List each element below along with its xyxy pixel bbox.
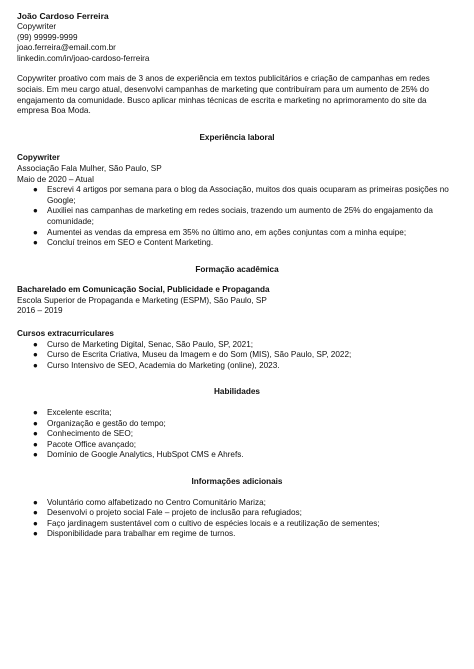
list-item-text: Organização e gestão do tempo; [47,418,166,428]
list-item-text: Auxiliei nas campanhas de marketing em redes sociais, trazendo um aumento de 25% do engajamento da comunidade; [47,206,433,226]
experience-section [17,133,457,249]
skills-section [17,387,457,461]
list-item-text: Desenvolvi o projeto social Fale – projeto de inclusão para refugiados; [47,508,302,518]
experience-heading: Experiência laboral [199,132,275,142]
list-item-text: Conhecimento de SEO; [47,429,134,439]
list-item-text: Excelente escrita; [47,408,112,418]
bullet-icon: ● [33,185,38,195]
bullet-icon: ● [33,518,38,528]
candidate-phone: (99) 99999-9999 [17,32,78,42]
list-item [17,350,457,361]
candidate-role: Copywriter [17,22,57,31]
courses-list [17,340,457,372]
bullet-icon: ● [33,360,38,370]
bullet-icon: ● [33,439,38,449]
list-item [17,519,457,530]
bullet-icon: ● [33,429,38,439]
bullet-icon: ● [33,497,38,507]
bullet-icon: ● [33,450,38,460]
list-item-text: Curso de Marketing Digital, Senac, São Paulo, SP, 2021; [47,339,254,349]
candidate-email: joao.ferreira@email.com.br [17,43,116,53]
list-item [17,419,457,430]
list-item-text: Concluí treinos em SEO e Content Marketing. [47,238,214,248]
list-item-text: Faço jardinagem sustentável com o cultivo de espécies locais e a reutilização de sementes; [47,518,380,528]
list-item-text: Curso Intensivo de SEO, Academia do Marketing (online), 2023. [47,360,280,370]
list-item [17,228,457,239]
bullet-icon: ● [33,350,38,360]
list-item [17,206,457,227]
job-period: Maio de 2020 – Atual [17,174,94,184]
list-item-text: Curso de Escrita Criativa, Museu da Imagem e do Som (MIS), São Paulo, SP, 2022; [47,350,352,360]
list-item [17,498,457,509]
list-item-text: Voluntário como alfabetizado no Centro Comunitário Mariza; [47,497,266,507]
bullet-icon: ● [33,408,38,418]
bullet-icon: ● [33,238,38,248]
list-item [17,450,457,461]
list-item-text: Aumentei as vendas da empresa em 35% no último ano, em ações conjuntas com a minha equipe; [47,227,407,237]
bullet-icon: ● [33,227,38,237]
list-item-text: Disponibilidade para trabalhar em regime de turnos. [47,529,236,539]
skills-list [17,408,457,461]
bullet-icon: ● [33,529,38,539]
additional-info-heading: Informações adicionais [191,477,283,486]
list-item-text: Domínio de Google Analytics, HubSpot CMS e Ahrefs. [47,450,244,460]
list-item [17,238,457,249]
bullet-icon: ● [33,508,38,518]
experience-list [17,185,457,249]
list-item [17,408,457,419]
candidate-linkedin: linkedin.com/in/joao-cardoso-ferreira [17,53,150,63]
degree-title: Bacharelado em Comunicação Social, Publicidade e Propaganda [17,285,270,295]
courses-heading: Cursos extracurriculares [17,329,114,339]
resume-header [17,11,457,64]
list-item [17,529,457,540]
bullet-icon: ● [33,206,38,216]
job-company: Associação Fala Mulher, São Paulo, SP [17,163,162,173]
skills-heading: Habilidades [214,387,260,397]
additional-info-section [17,477,457,540]
list-item [17,361,457,372]
list-item-text: Pacote Office avançado; [47,439,137,449]
education-section [17,265,457,372]
list-item [17,508,457,519]
list-item-text: Escrevi 4 artigos por semana para o blog da Associação, muitos dos quais ocuparam as primeiras posições no Google; [47,185,449,205]
degree-period: 2016 – 2019 [17,306,63,316]
bullet-icon: ● [33,339,38,349]
list-item [17,340,457,351]
education-heading: Formação acadêmica [195,264,279,274]
degree-school: Escola Superior de Propaganda e Marketing (ESPM), São Paulo, SP [17,295,267,305]
candidate-name: João Cardoso Ferreira [17,11,109,21]
list-item [17,440,457,451]
job-title: Copywriter [17,153,60,163]
list-item [17,185,457,206]
resume-page [17,11,457,540]
list-item [17,429,457,440]
bullet-icon: ● [33,418,38,428]
additional-info-list [17,498,457,540]
professional-summary: Copywriter proativo com mais de 3 anos de experiência em textos publicitários e criação de campanhas em redes sociais. Em meu cargo atual, desenvolvi campanhas de marketing que contribuíram para um aumento de 25% do engajamento da comunidade. Busco aplicar minhas técnicas de escrita e marketing no aprimoramento do site da empresa Boa Moda. [17,74,430,116]
